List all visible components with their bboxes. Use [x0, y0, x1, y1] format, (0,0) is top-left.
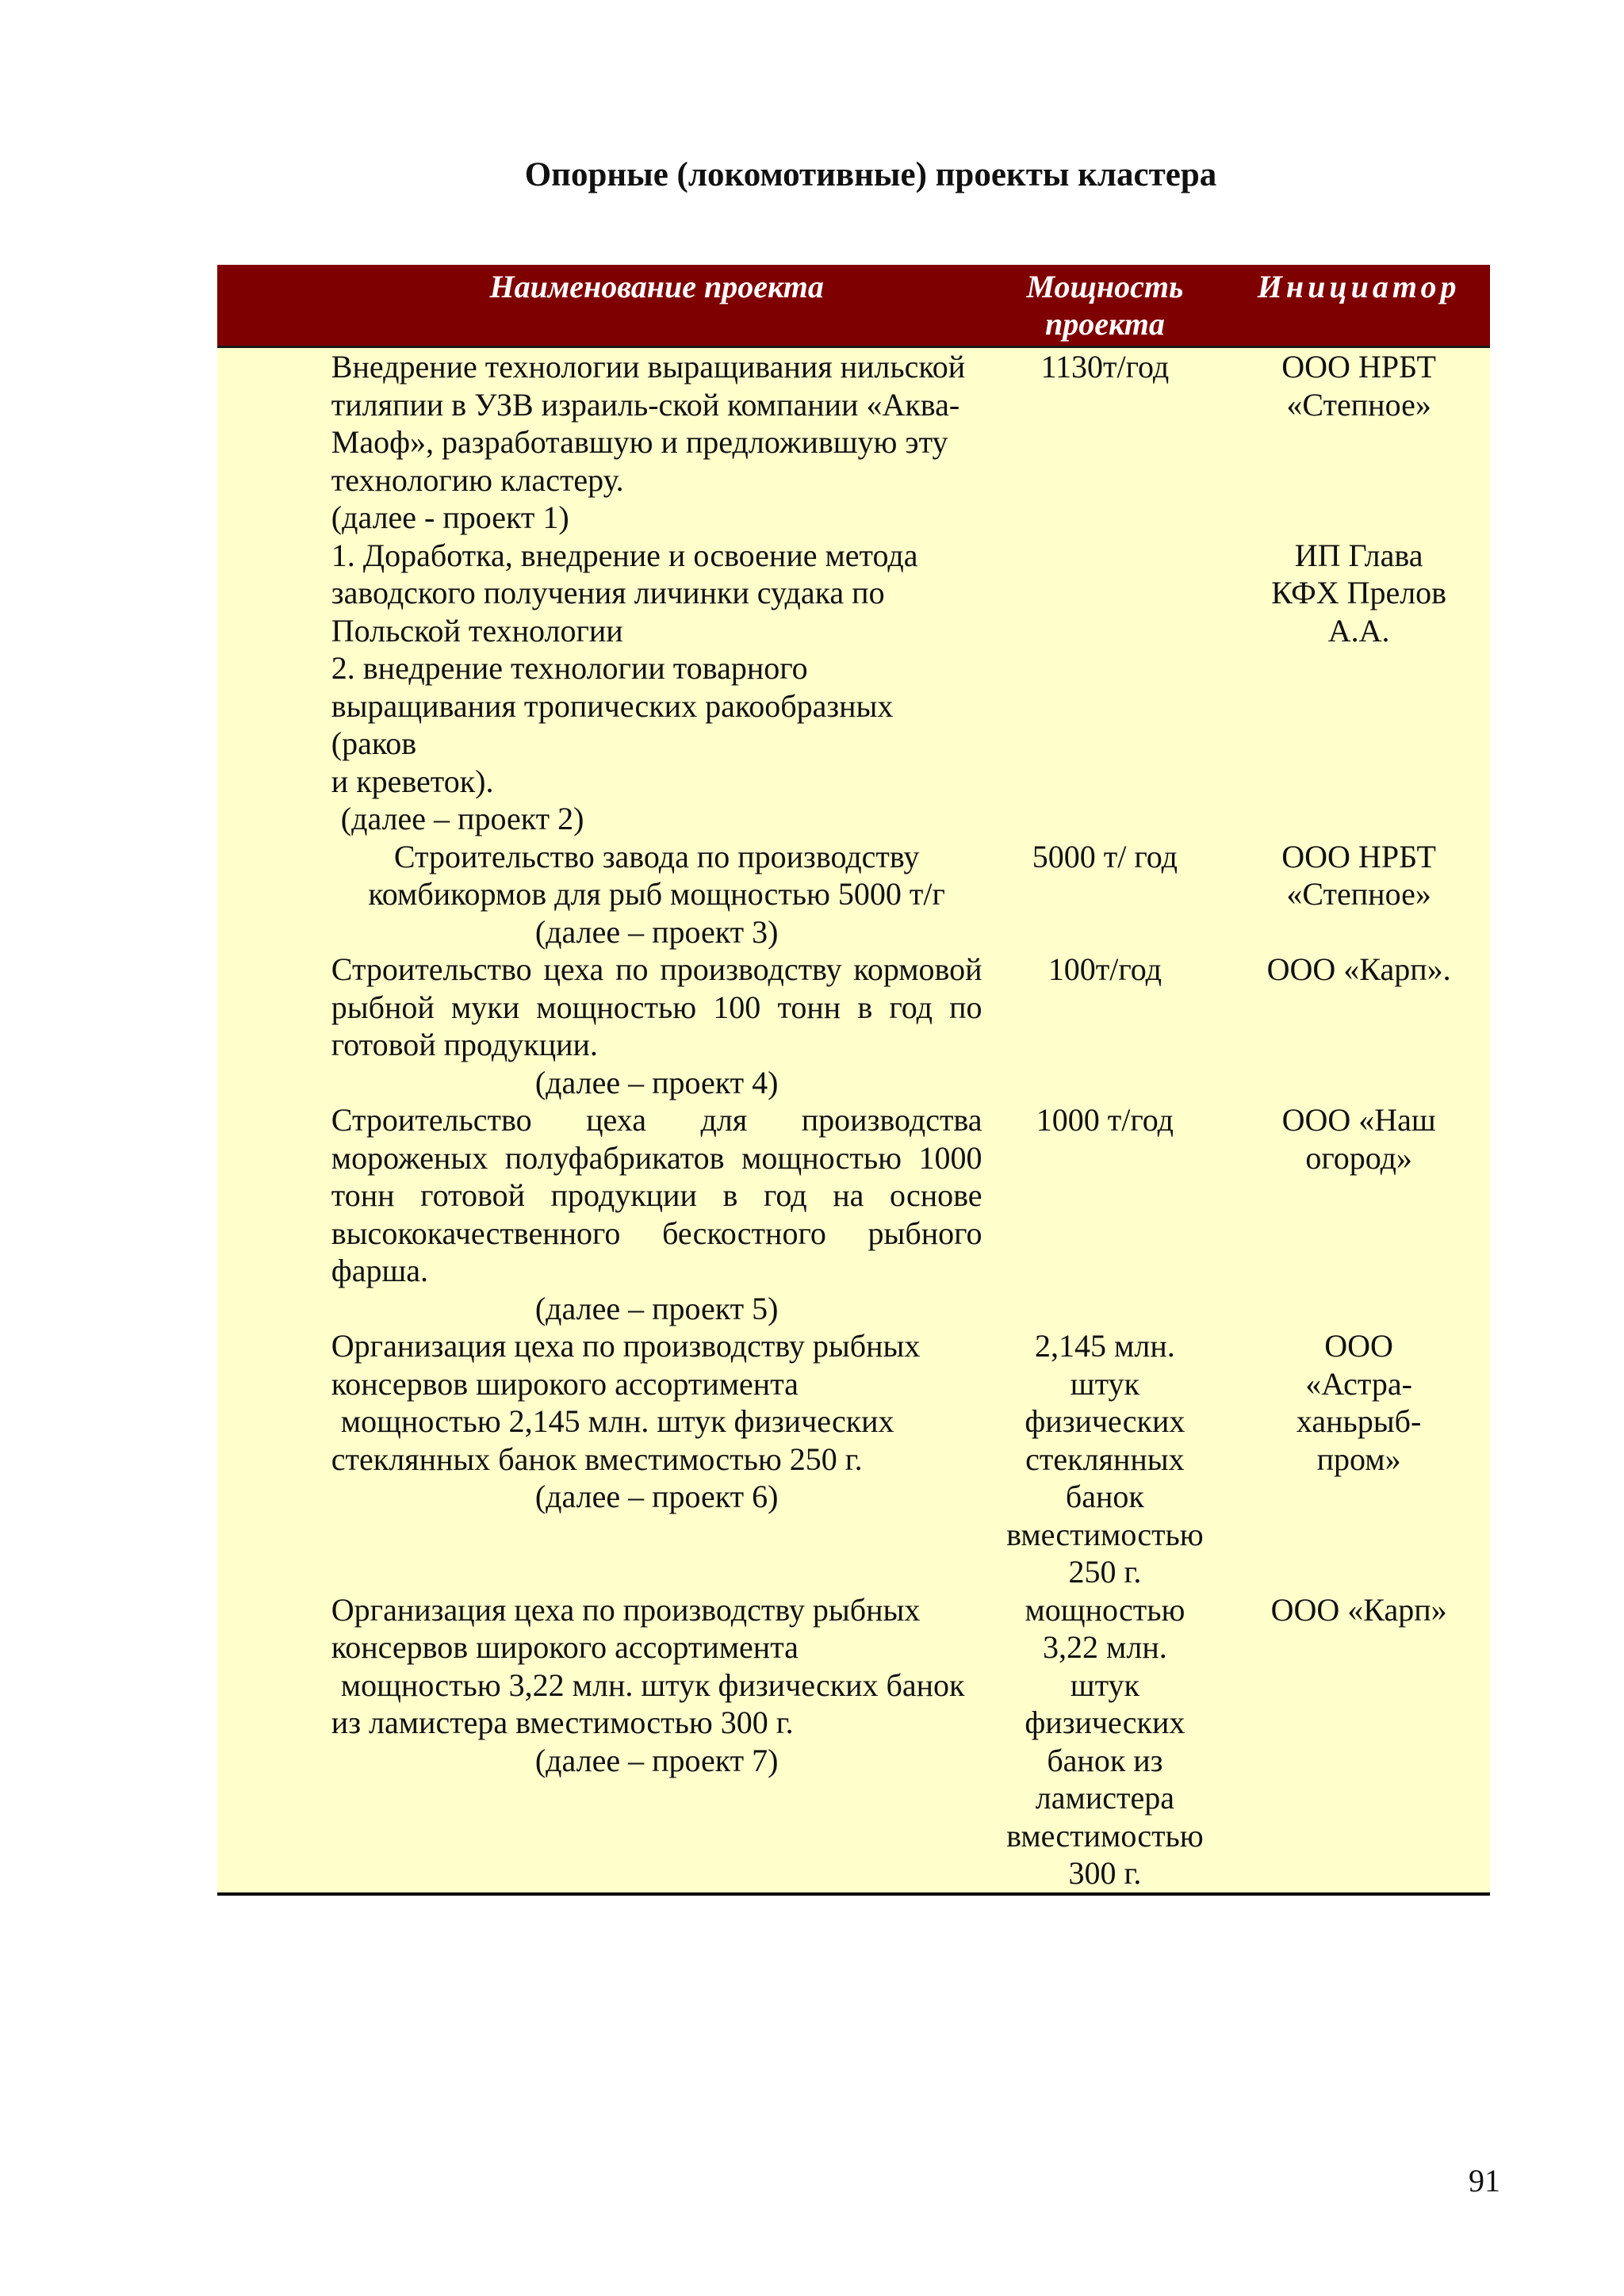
project-power-cell	[982, 1591, 1228, 1894]
project-power-line: штук	[1070, 1365, 1139, 1402]
project-power-line: 300 г.	[1068, 1855, 1142, 1891]
project-name-line: 2. внедрение технологии товарного	[331, 650, 808, 686]
project-initiator-line: ООО НРБТ	[1281, 838, 1436, 874]
project-power-line: 2,145 млн.	[1035, 1328, 1175, 1364]
project-name-line: тонн готовой продукции в год на основе	[331, 1177, 982, 1213]
project-power-line: 3,22 млн.	[1043, 1629, 1167, 1665]
project-name-line: заводского получения личинки судака по	[331, 575, 885, 610]
project-name-cell	[331, 1327, 982, 1591]
header-spacer	[217, 265, 331, 347]
project-name-cell	[331, 951, 982, 1101]
table-row	[217, 1591, 1490, 1894]
project-name-line: Строительство цеха по производству кормовой	[331, 951, 982, 987]
project-name-line: комбикормов для рыб мощностью 5000 т/г	[368, 876, 945, 912]
project-name-line: Строительство цеха для производства	[331, 1102, 982, 1138]
project-power-cell	[982, 838, 1228, 951]
project-initiator-line: «Степное»	[1286, 386, 1431, 423]
project-name-line: высококачественного бескостного рыбного	[331, 1215, 982, 1251]
row-spacer	[217, 347, 331, 838]
project-name-line: Строительство завода по производству	[393, 838, 920, 874]
project-power-cell	[982, 1101, 1228, 1327]
project-power-line: вместимостью	[1006, 1817, 1204, 1854]
project-name-line: готовой продукции.	[331, 1027, 598, 1062]
project-initiator-cell	[1228, 838, 1490, 951]
project-name-line: (далее – проект 5)	[534, 1290, 779, 1326]
row-spacer	[217, 1327, 331, 1591]
project-power-cell	[982, 1327, 1228, 1591]
header-project-power: Мощность проекта	[982, 265, 1228, 347]
project-name-line: консервов широкого ассортимента	[331, 1629, 799, 1665]
project-name-line: Организация цеха по производству рыбных	[331, 1328, 921, 1364]
project-initiator-line: КФХ Прелов	[1271, 575, 1447, 610]
project-initiator-line: «Астра-	[1305, 1365, 1412, 1402]
project-initiator-line: А.А.	[1327, 612, 1390, 649]
project-name-line: (далее – проект 7)	[534, 1742, 779, 1778]
project-name-cell	[331, 838, 982, 951]
project-initiator-line: ханьрыб-	[1296, 1403, 1422, 1439]
project-power-line: 1130т/год	[1040, 349, 1170, 385]
table-row	[217, 838, 1490, 951]
project-initiator-line	[1228, 461, 1490, 499]
project-initiator-line: огород»	[1305, 1139, 1412, 1176]
project-power-line: физических	[1025, 1403, 1185, 1439]
table-row	[217, 1327, 1490, 1591]
table-row	[217, 1101, 1490, 1327]
projects-table-container	[217, 265, 1490, 1896]
table-header-row	[217, 265, 1490, 347]
table-row	[217, 951, 1490, 1101]
project-name-line: и креветок).	[331, 763, 494, 799]
project-initiator-line	[1228, 423, 1490, 461]
project-name-line: мороженых полуфабрикатов мощностью 1000	[331, 1139, 982, 1176]
row-spacer	[217, 838, 331, 951]
project-power-line: 5000 т/ год	[1032, 838, 1178, 874]
project-power-line: банок из	[1047, 1742, 1163, 1778]
project-name-line: рыбной муки мощностью 100 тонн в год по	[331, 989, 982, 1025]
project-name-line: технологию кластеру.	[331, 461, 624, 498]
project-initiator-line: ООО «Наш	[1281, 1102, 1436, 1138]
project-name-line: Польской технологии	[331, 612, 623, 649]
project-power-line: мощностью	[1025, 1591, 1185, 1628]
project-power-cell	[982, 951, 1228, 1101]
project-initiator-cell	[1228, 347, 1490, 838]
project-name-cell	[331, 1101, 982, 1327]
project-power-line: вместимостью	[1006, 1516, 1204, 1552]
project-initiator-line: ООО НРБТ	[1281, 349, 1436, 385]
project-initiator-line: ООО	[1324, 1328, 1393, 1364]
project-power-line: 1000 т/год	[1036, 1102, 1174, 1138]
project-name-cell	[331, 1591, 982, 1894]
header-initiator: Инициатор	[1228, 265, 1490, 347]
header-project-name: Наименование проекта	[331, 265, 982, 347]
project-power-line: 250 г.	[1068, 1554, 1142, 1590]
project-name-cell	[331, 347, 982, 838]
project-initiator-line: «Степное»	[1286, 876, 1431, 912]
page-number: 91	[1469, 2163, 1500, 2198]
project-name-line: Маоф», разработавшую и предложившую эту	[331, 424, 948, 460]
project-power-line: банок	[1065, 1479, 1144, 1514]
project-power-cell	[982, 347, 1228, 838]
project-initiator-line: ООО «Карп».	[1266, 951, 1451, 987]
project-name-line: (далее – проект 6)	[534, 1479, 779, 1514]
project-power-line: стеклянных	[1025, 1441, 1185, 1477]
project-name-line: Организация цеха по производству рыбных	[331, 1591, 921, 1628]
project-name-line: 1. Доработка, внедрение и освоение метода	[331, 537, 918, 573]
projects-table	[217, 265, 1490, 1896]
table-body	[217, 347, 1490, 1894]
project-initiator-cell	[1228, 1101, 1490, 1327]
project-name-line: (далее - проект 1)	[331, 499, 569, 535]
project-power-line: физических	[1025, 1705, 1185, 1740]
row-spacer	[217, 951, 331, 1101]
project-initiator-line	[1228, 499, 1490, 537]
table-row	[217, 347, 1490, 838]
project-power-line: 100т/год	[1048, 951, 1162, 987]
project-name-line: тиляпии в УЗВ израиль-ской компании «Аква-	[331, 386, 960, 423]
project-initiator-line: пром»	[1316, 1441, 1401, 1477]
project-name-line: из ламистера вместимостью 300 г.	[331, 1705, 794, 1740]
project-initiator-cell	[1228, 951, 1490, 1101]
project-name-line: мощностью 3,22 млн. штук физических банок	[340, 1667, 965, 1703]
row-spacer	[217, 1591, 331, 1894]
project-name-line: фарша.	[331, 1253, 429, 1288]
project-name-line: (далее – проект 2)	[340, 801, 584, 836]
project-initiator-cell	[1228, 1327, 1490, 1591]
project-name-line: консервов широкого ассортимента	[331, 1365, 799, 1402]
project-initiator-line: ООО «Карп»	[1270, 1591, 1447, 1628]
project-initiator-cell	[1228, 1591, 1490, 1894]
project-name-line: выращивания тропических ракообразных (раков	[331, 687, 894, 761]
project-name-line: мощностью 2,145 млн. штук физических	[340, 1403, 894, 1439]
project-power-line: ламистера	[1035, 1780, 1174, 1816]
project-name-line: стеклянных банок вместимостью 250 г.	[331, 1441, 863, 1477]
project-name-line: (далее – проект 3)	[534, 913, 779, 950]
page-title: Опорные (локомотивные) проекты кластера	[524, 156, 1217, 193]
project-name-line: Внедрение технологии выращивания нильской	[331, 349, 966, 385]
row-spacer	[217, 1101, 331, 1327]
project-power-line: штук	[1070, 1667, 1139, 1703]
project-initiator-line: ИП Глава	[1294, 537, 1423, 573]
project-name-line: (далее – проект 4)	[534, 1064, 779, 1100]
